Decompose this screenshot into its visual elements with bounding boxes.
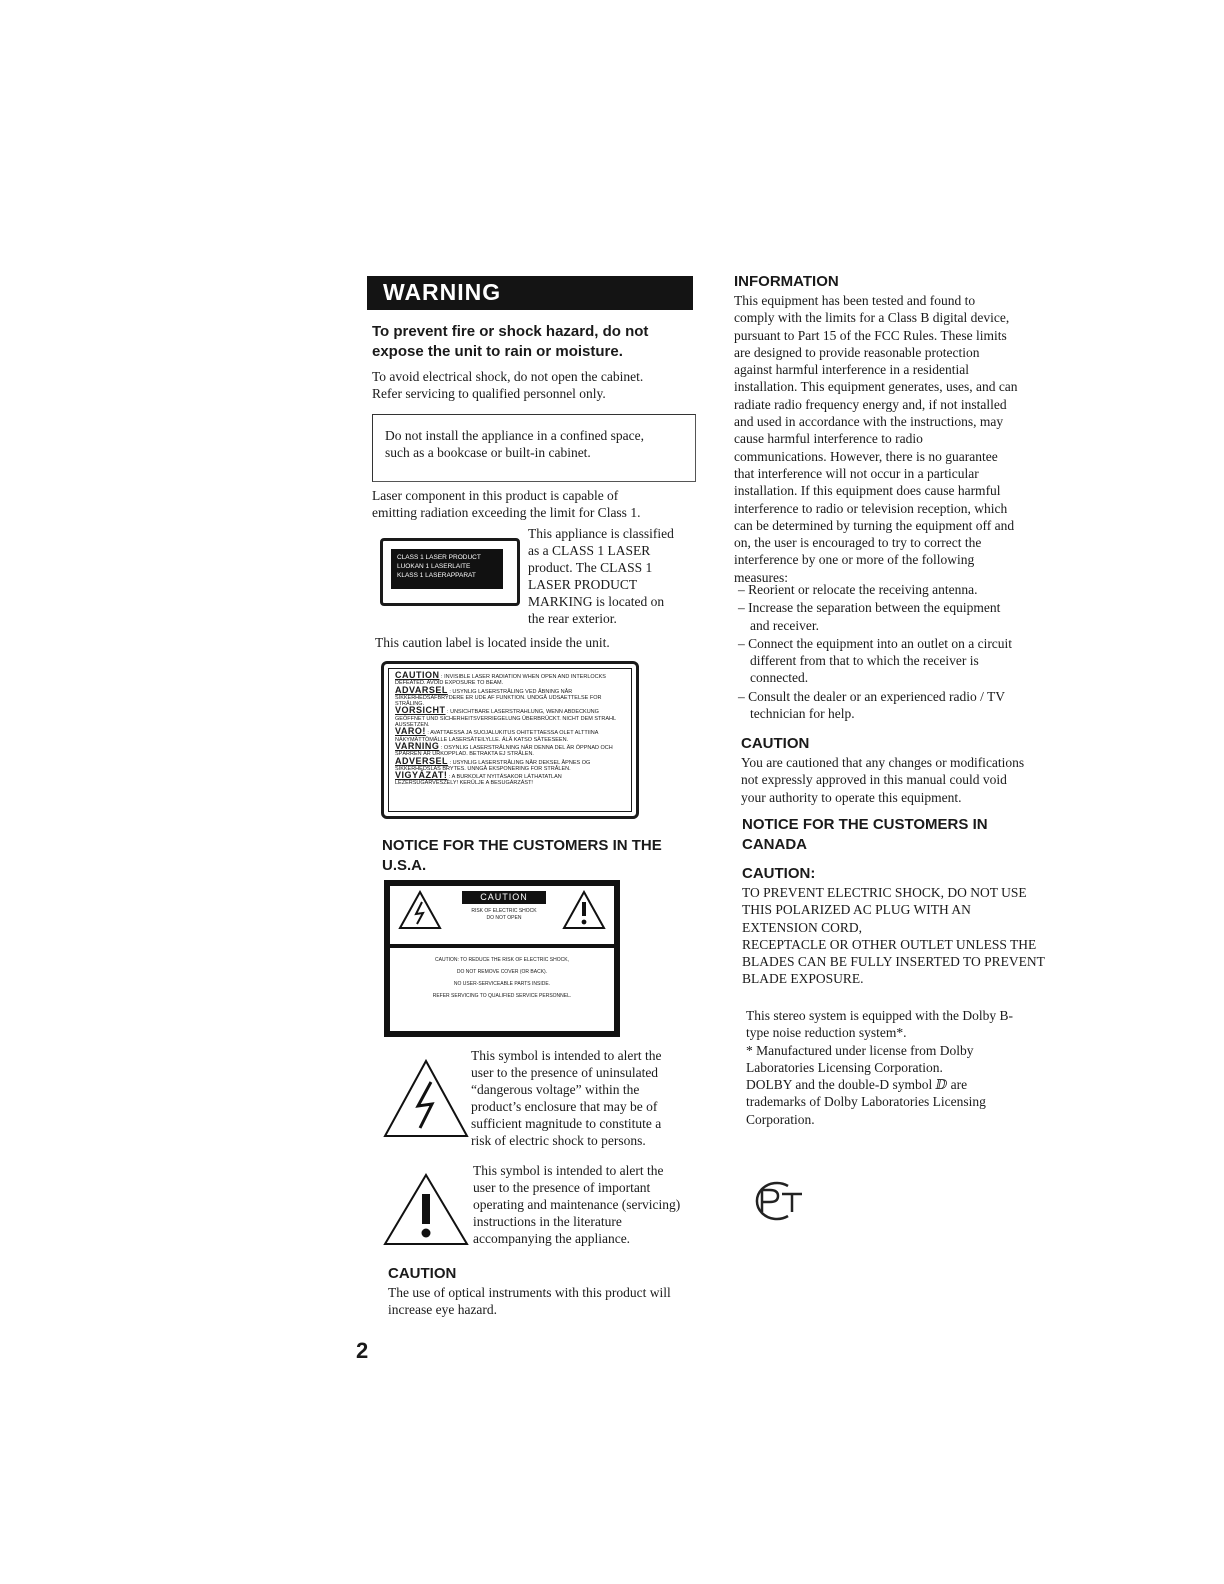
- shock-label-risk: [462, 908, 546, 922]
- label-text: : USYNLIG LASERSTRÅLING NÅR DEKSEL ÅPNES OG SIKKERHEDSLÅS BRYTES. UNNGÅ EKSPONERING FOR STRÅLEN.: [395, 759, 591, 772]
- risk-line: DO NOT OPEN: [486, 915, 522, 921]
- text-line: This symbol is intended to alert the: [473, 1163, 664, 1178]
- text-line: – Reorient or relocate the receiving antenna.: [738, 582, 978, 597]
- text-line: product. The CLASS 1: [528, 560, 653, 575]
- label-word: VIGYÁZAT!: [395, 770, 448, 781]
- text-line: Do not install the appliance in a confined space,: [385, 428, 645, 443]
- install-notice-box: [372, 414, 696, 482]
- text-line: increase eye hazard.: [388, 1302, 498, 1317]
- exclamation-triangle-icon: [562, 890, 606, 930]
- text-line: accompanying the appliance.: [473, 1231, 631, 1246]
- text-line: Laser component in this product is capable of: [372, 488, 619, 503]
- shock-label-line: DO NOT REMOVE COVER (OR BACK).: [456, 969, 548, 975]
- text-line: operating and maintenance (servicing): [473, 1197, 681, 1212]
- text-line: risk of electric shock to persons.: [471, 1133, 646, 1148]
- shock-label-line: NO USER-SERVICEABLE PARTS INSIDE.: [453, 981, 551, 987]
- exclamation-triangle-icon: [382, 1172, 470, 1248]
- text-line: technician for help.: [750, 706, 855, 722]
- measure-item: [738, 635, 1083, 687]
- label-line: LUOKAN 1 LASERLAITE: [397, 563, 471, 570]
- label-text: : UNSICHTBARE LASERSTRAHLUNG, WENN ABDECKUNG GEÖFFNET UND SICHERHEITSVERRIEGELUNG ÜBERBRÜCKT. NICHT DEM STRAHL AUSSETZEN.: [395, 709, 616, 729]
- text-line: radiate radio frequency energy and, if not installed: [734, 396, 1007, 412]
- caution-label-inner: [388, 668, 632, 812]
- text-line: emitting radiation exceeding the limit for Class 1.: [372, 505, 641, 520]
- shock-label-caution: CAUTION: [462, 891, 546, 904]
- text-line: This appliance is classified: [528, 526, 674, 541]
- text-line: user to the presence of important: [473, 1180, 651, 1195]
- warning-heading: [372, 322, 692, 362]
- text-line: DOLBY and the double-D symbol ⅅ are: [746, 1077, 968, 1093]
- text-line: instructions in the literature: [473, 1214, 622, 1229]
- text-line: MARKING is located on: [528, 594, 665, 609]
- text-line: installation. If this equipment does cause harmful: [734, 483, 1001, 499]
- canada-caution-text: [742, 884, 1087, 988]
- label-word: ADVERSEL: [395, 755, 449, 766]
- canada-caution-heading: CAUTION:: [742, 865, 816, 882]
- text-line: against harmful interference in a residential: [734, 362, 970, 378]
- text-line: pursuant to Part 15 of the FCC Rules. These limits: [734, 327, 1007, 343]
- label-line: KLASS 1 LASERAPPARAT: [397, 572, 476, 579]
- text-line: are designed to provide reasonable protection: [734, 344, 980, 360]
- label-word: CAUTION: [395, 670, 440, 680]
- measure-item: [738, 581, 1083, 598]
- warning-title: WARNING: [383, 279, 502, 305]
- text-line: such as a bookcase or built-in cabinet.: [385, 445, 591, 460]
- measure-item: [738, 599, 1083, 634]
- text-line: trademarks of Dolby Laboratories Licensing: [746, 1094, 986, 1110]
- fcc-measures-list: [738, 581, 1083, 722]
- heading-line: NOTICE FOR THE CUSTOMERS IN: [742, 816, 988, 833]
- text-line: measures:: [734, 569, 788, 585]
- text-line: communications. However, there is no guarantee: [734, 448, 998, 464]
- class1-laser-label: [380, 538, 520, 606]
- text-line: and receiver.: [750, 617, 819, 633]
- caution-label-entry: [395, 772, 625, 787]
- text-line: Laboratories Licensing Corporation.: [746, 1059, 943, 1075]
- multilingual-caution-label: [381, 661, 639, 819]
- shock-label-top: [390, 886, 614, 944]
- text-line: RECEPTACLE OR OTHER OUTLET UNLESS THE: [742, 936, 1037, 952]
- text-line: not expressly approved in this manual could void: [741, 772, 1007, 788]
- text-line: The use of optical instruments with this product will: [388, 1285, 671, 1300]
- text-line: type noise reduction system*.: [746, 1025, 907, 1041]
- usa-notice-heading: [382, 836, 702, 876]
- optical-caution-text: [388, 1284, 728, 1318]
- fcc-caution-text: [741, 754, 1086, 806]
- heading-line: CANADA: [742, 836, 807, 853]
- text-line: LASER PRODUCT: [528, 577, 638, 592]
- text-line: BLADE EXPOSURE.: [742, 971, 864, 987]
- optical-caution-heading: CAUTION: [388, 1265, 457, 1282]
- text-line: installation. This equipment generates, uses, and can: [734, 379, 1018, 395]
- information-heading: INFORMATION: [734, 273, 839, 290]
- pct-certification-mark: [748, 1178, 808, 1224]
- text-line: BLADES CAN BE FULLY INSERTED TO PREVENT: [742, 954, 1045, 970]
- label-text: : A BURKOLAT NYITÁSAKOR LÁTHATATLAN LÉZERSUGÁRVESZÉLY! KERÜLJE A BESUGÁRZÁST!: [395, 774, 562, 787]
- text-line: the rear exterior.: [528, 611, 617, 626]
- measure-item: [738, 688, 1083, 723]
- caution-label-entry: [395, 684, 625, 708]
- heading-line: To prevent fire or shock hazard, do not: [372, 323, 649, 340]
- lightning-triangle-icon: [382, 1058, 470, 1140]
- shock-paragraph: [372, 368, 702, 402]
- text-line: that interference will not occur in a particular: [734, 465, 979, 481]
- risk-line: RISK OF ELECTRIC SHOCK: [471, 908, 537, 914]
- text-line: “dangerous voltage” within the: [471, 1082, 640, 1097]
- text-line: EXTENSION CORD,: [742, 919, 862, 935]
- fcc-caution-heading: CAUTION: [741, 735, 810, 752]
- label-word: VORSICHT: [395, 705, 446, 716]
- text-line: This symbol is intended to alert the: [471, 1048, 662, 1063]
- text-line: – Connect the equipment into an outlet on a circuit: [738, 635, 1013, 651]
- label-line: CLASS 1 LASER PRODUCT: [397, 554, 481, 561]
- text-line: Refer servicing to qualified personnel only.: [372, 386, 606, 401]
- text-line: connected.: [750, 670, 809, 686]
- laser-label-inner: [391, 549, 503, 589]
- class1-description: [528, 525, 698, 627]
- text-line: This equipment has been tested and found to: [734, 293, 976, 308]
- shock-label-bottom: [390, 948, 614, 1031]
- lightning-triangle-icon: [398, 890, 442, 930]
- text-line: sufficient magnitude to constitute a: [471, 1116, 662, 1131]
- shock-hazard-label: [384, 880, 620, 1037]
- heading-line: U.S.A.: [382, 857, 427, 874]
- dolby-text: [746, 1007, 1086, 1128]
- label-text: : INVISIBLE LASER RADIATION WHEN OPEN AND INTERLOCKS DEFEATED. AVOID EXPOSURE TO BEAM.: [395, 674, 606, 687]
- heading-line: expose the unit to rain or moisture.: [372, 343, 623, 360]
- install-notice-text: [385, 427, 685, 461]
- caution-label-entry: [395, 707, 625, 728]
- text-line: interference by one or more of the following: [734, 552, 975, 568]
- label-text: : AVATTAESSA JA SUOJALUKITUS OHITETTAESSA OLET ALTTIINA NÄKYMÄTTÖMÄLLE LASERSÄTEILYLLE. ÄLÄ KATSO SÄTEESEEN.: [395, 730, 599, 743]
- warning-banner: [367, 276, 693, 310]
- caution-label-note: This caution label is located inside the unit.: [375, 635, 610, 650]
- text-line: TO PREVENT ELECTRIC SHOCK, DO NOT USE: [742, 885, 1027, 900]
- text-line: – Consult the dealer or an experienced radio / TV: [738, 688, 1006, 704]
- page-number: 2: [356, 1338, 369, 1363]
- text-line: THIS POLARIZED AC PLUG WITH AN: [742, 902, 971, 918]
- text-line: interference to radio or television reception, which: [734, 500, 1008, 516]
- lightning-symbol-text: [471, 1047, 721, 1149]
- exclamation-symbol-text: [473, 1162, 723, 1247]
- text-line: cause harmful interference to radio: [734, 431, 923, 447]
- text-line: Corporation.: [746, 1111, 815, 1127]
- text-line: comply with the limits for a Class B digital device,: [734, 310, 1010, 326]
- text-line: product’s enclosure that may be of: [471, 1099, 658, 1114]
- canada-notice-heading: [742, 815, 1062, 855]
- label-word: VARO!: [395, 726, 426, 737]
- fcc-information-text: [734, 292, 1079, 586]
- label-text: : USYNLIG LASERSTRÅLING VED ÅBNING NÅR SIKKERHEDSAFBRYDERE ER UDE AF FUNKTION. UNDGÅ UDSAETTELSE FOR STRÅLING.: [395, 688, 602, 708]
- text-line: You are cautioned that any changes or modifications: [741, 755, 1025, 770]
- label-word: ADVARSEL: [395, 684, 448, 695]
- text-line: as a CLASS 1 LASER: [528, 543, 651, 558]
- text-line: * Manufactured under license from Dolby: [746, 1042, 974, 1058]
- text-line: different from that to which the receiver is: [750, 653, 979, 669]
- shock-label-line: REFER SERVICING TO QUALIFIED SERVICE PERSONNEL.: [432, 993, 572, 999]
- label-text: : OSYNLIG LASERSTRÅLNING NÄR DENNA DEL ÄR ÖPPNAD OCH SPÄRREN ÄR URKOPPLAD. BETRAKTA EJ STRÅLEN.: [395, 744, 613, 758]
- label-word: VARNING: [395, 740, 440, 751]
- text-line: on, the user is encouraged to try to correct the: [734, 535, 982, 551]
- shock-label-line: CAUTION: TO REDUCE THE RISK OF ELECTRIC SHOCK,: [435, 957, 569, 963]
- text-line: To avoid electrical shock, do not open the cabinet.: [372, 369, 644, 384]
- text-line: user to the presence of uninsulated: [471, 1065, 659, 1080]
- text-line: – Increase the separation between the equipment: [738, 600, 1001, 616]
- heading-line: NOTICE FOR THE CUSTOMERS IN THE: [382, 837, 662, 854]
- text-line: This stereo system is equipped with the Dolby B-: [746, 1008, 1013, 1023]
- laser-paragraph: [372, 487, 702, 521]
- text-line: your authority to operate this equipment.: [741, 789, 962, 805]
- text-line: can be determined by turning the equipment off and: [734, 517, 1015, 533]
- text-line: and used in accordance with the instructions, may: [734, 414, 1004, 430]
